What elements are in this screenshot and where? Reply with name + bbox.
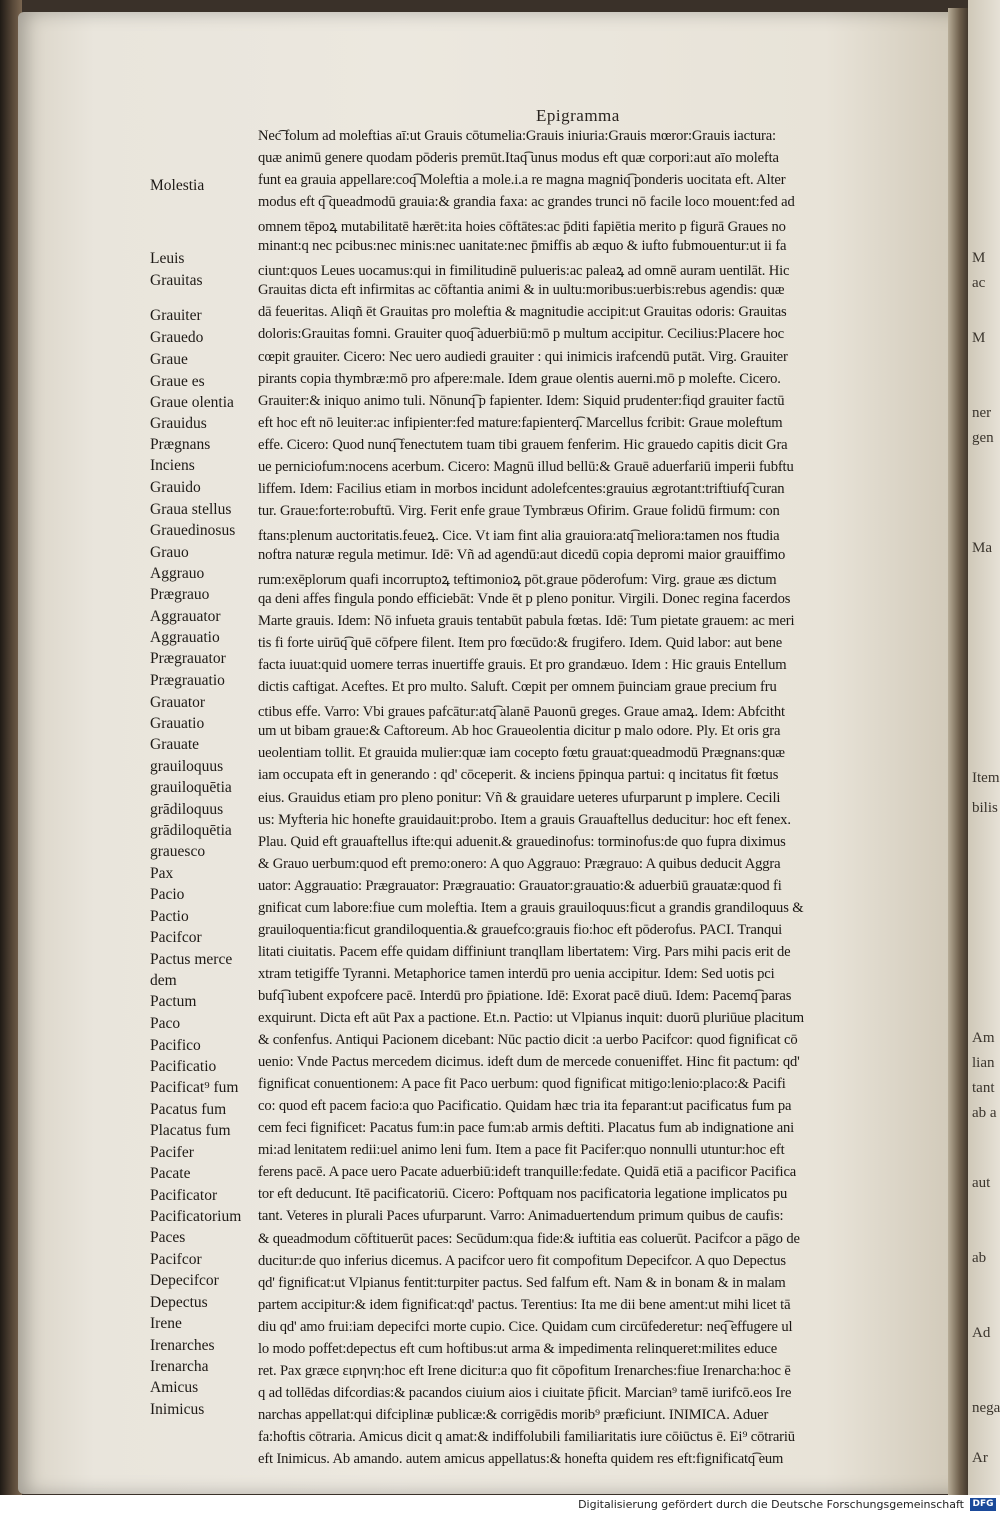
facing-page-fragment: gen <box>972 430 994 446</box>
facing-page-fragment: ac <box>972 275 986 291</box>
margin-note: Pacificatio <box>150 1058 217 1075</box>
margin-note: Inimicus <box>150 1401 205 1418</box>
text-line: noftra naturæ regula metimur. Idē: Vñ ad agendū:aut dicedū copia depromi maior grauiffimo <box>258 546 786 563</box>
text-line: xtram tetigiffe Tyranni. Metaphorice tamen interdū pro uenia accipitur. Idem: Sed uotis pci <box>258 965 775 982</box>
facing-page-fragment: ner <box>972 405 992 421</box>
funding-notice: Digitalisierung gefördert durch die Deutsche Forschungsgemeinschaft <box>578 1498 964 1511</box>
text-line: um ut bibam graue:& Caftoreum. Ab hoc Graueolentia dicitur p malo odore. Ply. Et oris gra <box>258 723 781 740</box>
margin-note: Pax <box>150 865 174 882</box>
margin-note: Inciens <box>150 457 195 474</box>
margin-note: Pacio <box>150 886 185 903</box>
facing-page-edge <box>968 0 1000 1495</box>
text-line: tor eft deducunt. Itē pacificatoriū. Cicero: Poftquam nos pacificatoria legatione implicatos pu <box>258 1186 788 1203</box>
text-line: tant. Veteres in plurali Paces ufurparunt. Varro: Animaduertendum primum quibus de caufis: <box>258 1208 784 1225</box>
facing-page-fragment: Item <box>972 770 1000 786</box>
text-line: fignificat conuentionem: A pace fit Paco uerbum: quod fignificat mitigo:lenio:placo:& Pacifi <box>258 1076 786 1093</box>
text-line: eius. Grauidus etiam pro pleno ponitur: Vñ & grauidare ueteres ufurparunt p implere. Cecili <box>258 789 781 806</box>
text-line: cœpit grauiter. Cicero: Nec uero audiedi grauiter : qui inimicis irafcendū putāt. Virg. Grauiter <box>258 348 788 365</box>
text-line: quæ animū genere quodam pōderis premūt.Itaq͡ unus modus eft quæ corpori:aut aīo molefta <box>258 150 779 167</box>
text-line: litati ciuitatis. Pacem effe quidam diffiniunt tranqllam libertatem: Virg. Pars mihi pacis erit de <box>258 943 791 960</box>
margin-note: Pactio <box>150 908 189 925</box>
text-line: lo modo poffet:depectus eft cum hoftibus:ut arma & impedimenta relinqueret:milites educe <box>258 1340 778 1357</box>
margin-note: grādiloquētia <box>150 822 232 839</box>
margin-note: Irenarcha <box>150 1358 209 1375</box>
margin-note: grādiloquus <box>150 801 224 818</box>
text-line: mi:ad lenitatem redii:uel animo leni fum. Item a pace fit Pacifer:quo nonnulli utuntur:hoc eft <box>258 1142 785 1159</box>
text-line: Plau. Quid eft grauaftellus ifte:qui aduenit.& grauedinofus: torminofus:de quo fupra diximus <box>258 833 786 850</box>
margin-note: Pacifer <box>150 1144 194 1161</box>
text-line: Grauiter:& iniquo animo tuli. Nōnunq͡ p fapienter. Idem: Siquid prudenter:fiqd grauiter factū <box>258 392 785 409</box>
margin-note: Grauate <box>150 736 200 753</box>
margin-note: Irenarches <box>150 1337 215 1354</box>
margin-note: grauesco <box>150 843 206 860</box>
text-line: ferens pacē. A pace uero Pacate aduerbiū:ideft tranquille:fedate. Quidā etiā a pacificor Pacifica <box>258 1164 797 1181</box>
text-line: omnem tēpoꝝ mutabilitatē hærēt:ita hoies cōftātes:ac p̄diti fapiētia merito p figurā Graues no <box>258 219 786 236</box>
text-line: exquirunt. Dicta eft aūt Pax a pactione. Et.n. Pactio: ut Vlpianus inquit: duorū pluriūue placitum <box>258 1010 804 1026</box>
footer-bar <box>0 1495 1000 1515</box>
facing-page-fragment: Am <box>972 1030 995 1046</box>
facing-page-fragment: lian <box>972 1055 995 1071</box>
facing-page-fragment: tant <box>972 1080 995 1096</box>
margin-note: Pacifico <box>150 1037 201 1054</box>
text-line: facta iuuat:quid uomere terras inuertiffe grauis. Et pro grandæuo. Idem : Hic grauis Entellum <box>258 657 787 674</box>
facing-page-fragment: nega <box>972 1400 1000 1416</box>
margin-note: Paco <box>150 1015 181 1032</box>
margin-note: dem <box>150 972 177 989</box>
text-line: co: quod eft pacem facio:a quo Pacificatio. Quidam hæc tria ita feparant:ut pacificatus fum pa <box>258 1098 792 1115</box>
margin-note: Placatus fum <box>150 1122 231 1139</box>
text-line: ctibus effe. Varro: Vbi graues pafcātur:atq͡ alanē Pauonū greges. Graue amaꝝ. Idem: Abfcitht <box>258 704 785 721</box>
margin-note: Graue olentia <box>150 394 234 411</box>
text-line: Grauitas dicta eft infirmitas ac cōftantia animi & in uultu:moribus:uerbis:rebus agendis: quæ <box>258 282 785 299</box>
text-line: q ad tollēdas difcordias:& pacandos ciuium aios i ciuitate p̄ficit. Marcian⁹ tamē iurifcō.eos Ire <box>258 1384 792 1401</box>
margin-note: Grauo <box>150 544 189 561</box>
margin-note: Grauatio <box>150 715 205 732</box>
text-line: ducitur:de quo inferius dicemus. A pacifcor uero fit compofitum Depecifcor. A quo Depectus <box>258 1252 786 1269</box>
text-line: gnificat cum labore:fiue cum moleftia. Item a grauis grauiloquus:ficut a grandis grandiloquus & <box>258 899 804 916</box>
margin-note: grauiloquētia <box>150 779 232 796</box>
margin-note: Leuis <box>150 250 185 267</box>
margin-note: Prægrauo <box>150 586 210 603</box>
margin-note: Pacifcor <box>150 1251 202 1268</box>
dfg-logo-badge: DFG <box>970 1498 996 1511</box>
text-line: tur. Graue:forte:robuftū. Virg. Ferit enfe graue Tymbræus Ofirim. Graue folidū firmum: con <box>258 502 780 519</box>
margin-note: Pacificatorium <box>150 1208 242 1225</box>
margin-note: Aggrauator <box>150 608 221 625</box>
margin-note: Grauitas <box>150 272 203 289</box>
margin-note: Pacatus fum <box>150 1101 227 1118</box>
running-head: Epigramma <box>536 106 620 125</box>
margin-note: Molestia <box>150 177 205 194</box>
margin-note: Grauido <box>150 479 201 496</box>
margin-note: Grauedo <box>150 329 204 346</box>
text-line: Marte grauis. Idem: Nō infueta grauis tentabūt pabula fœtas. Idē: Tum pietate grauem: ac meri <box>258 613 795 630</box>
text-line: iam occupata eft in generando : qd' cōceperit. & inciens p̄pinqua partui: q incitatus fit fœtus <box>258 767 779 784</box>
margin-note: Pacificat⁹ fum <box>150 1079 239 1096</box>
text-line: eft hoc eft nō leuiter:ac infipienter:fed mature:fapienterq͡. Marcellus fcribit: Graue moleftum <box>258 414 783 431</box>
text-line: dictis caftigat. Aceftes. Et pro multo. Saluft. Cœpit per omnem p̄uinciam graue precium fru <box>258 679 777 696</box>
text-line: uator: Aggrauatio: Prægrauator: Prægrauatio: Grauator:grauatio:& aduerbiū grauatæ:quod fi <box>258 877 782 894</box>
facing-page-fragment: aut <box>972 1175 991 1191</box>
text-line: ueolentiam tollit. Et grauida mulier:quæ iam cocepto fœtu grauat:queadmodū Prægnans:quæ <box>258 745 785 762</box>
text-line: rum:exēplorum quafi incorruptoꝝ teftimonioꝝ pōt.graue pōderofum: Virg. graue æs dictum <box>258 572 777 588</box>
margin-note: Pacificator <box>150 1187 218 1204</box>
text-line: qd' fignificat:ut Vlpianus fentit:turpiter pactus. Sed falfum eft. Nam & in bonam & in malam <box>258 1274 786 1291</box>
margin-note: Prægnans <box>150 436 211 453</box>
text-line: & queadmodum cōftituerūt paces: Secūdum:qua fide:& iuftitia eas coluerūt. Pacifcor a pāgo de <box>258 1230 800 1247</box>
margin-note: Prægrauatio <box>150 672 225 689</box>
text-line: funt ea grauia appellare:coq͡ Moleftia a mole.i.a re magna magniq͡ ponderis uocitata eft. Alter <box>258 172 786 189</box>
text-line: tis fi forte uirūq͡ quē cōfpere filent. Item pro fœcūdo:& frugifero. Idem. Quid labor: aut bene <box>258 635 783 652</box>
facing-page-fragment: Ma <box>972 540 992 556</box>
facing-page-fragment: M <box>972 330 986 346</box>
text-line: & confenfus. Antiqui Pacionem dicebant: Nūc pactio dicit :a uerbo Pacifcor: quod fignificat cō <box>258 1032 798 1049</box>
text-line: bufq͡ iubent expofcere pacē. Interdū pro p̄piatione. Idē: Exorat pacē diuū. Idem: Pacemq͡ paras <box>258 987 792 1004</box>
text-line: ciunt:quos Leues uocamus:qui in fimilitudinē pulueris:ac paleaꝝ ad omnē auram uentilāt. Hic <box>258 263 790 280</box>
text-line: ue perniciofum:nocens acerbum. Cicero: Magnū illud bellū:& Grauē aduerfariū imperii fubftu <box>258 458 794 475</box>
facing-page-fragment: Ar <box>972 1450 988 1466</box>
margin-note: Irene <box>150 1315 182 1332</box>
margin-note: Aggrauatio <box>150 629 220 646</box>
text-line: ftans:plenum auctoritatis.feueꝝ. Cice. Vt iam fint alia grauiora:atq͡ meliora:tamen nos ftudia <box>258 527 780 544</box>
margin-note: Pactum <box>150 993 197 1010</box>
margin-note: Grauiter <box>150 307 202 324</box>
margin-note: Depectus <box>150 1294 208 1311</box>
text-line: uenio: Vnde Pactus mercedem dicimus. ideft dum de mercede conueniffet. Hinc fit pactum: qd' <box>258 1054 800 1071</box>
margin-note: Graue <box>150 351 188 368</box>
facing-page-fragment: M <box>972 250 986 266</box>
text-line: diu qd' amo frui:iam depecifci morte cupio. Cice. Quidam cum circūfederetur: neq͡ effugere ul <box>258 1318 793 1335</box>
margin-note: Paces <box>150 1229 186 1246</box>
facing-page-fragment: Ad <box>972 1325 991 1341</box>
text-line: doloris:Grauitas fomni. Grauiter quoq͡ aduerbiū:mō p multum accipitur. Cecilius:Placere hoc <box>258 326 784 343</box>
margin-note: Pactus merce <box>150 951 233 968</box>
margin-note: Pacifcor <box>150 929 202 946</box>
text-line: minant:q nec pcibus:nec minis:nec uanitate:nec p̄miffis ab æquo & iufto fubmouentur:ut ii fa <box>258 238 787 255</box>
margin-note: Amicus <box>150 1379 199 1396</box>
text-line: narchas appellat:qui difciplinæ publicæ:& corrigēdis morib⁹ præficiunt. INIMICA. Aduer <box>258 1406 769 1423</box>
margin-note: Graua stellus <box>150 501 232 518</box>
margin-note: Depecifcor <box>150 1272 219 1289</box>
book-gutter <box>948 8 970 1498</box>
facing-page-fragment: ab a <box>972 1105 997 1121</box>
text-line: & Grauo uerbum:quod eft premo:onero: A quo Aggrauo: Prægrauo: A quibus deducit Aggra <box>258 855 781 872</box>
text-line: Nec͡ folum ad moleftias aī:ut Grauis cōtumelia:Grauis iniuria:Grauis mœror:Grauis iactura: <box>258 128 776 144</box>
margin-note: Grauator <box>150 694 206 711</box>
text-line: partem accipitur:& idem fignificat:qd' pactus. Terentius: Ita me dii bene ament:ut mihi licet tā <box>258 1296 791 1313</box>
margin-note: Aggrauo <box>150 565 205 582</box>
text-line: modus eft q͡ queadmodū grauia:& grandia faxa: ac grandes trunci nō facile loco mouent:fed ad <box>258 194 795 211</box>
text-line: us: Myfteria hic honefte grauidauit:probo. Item a grauis Grauaftellus deducitur: hoc eft fenex. <box>258 811 791 828</box>
text-line: ret. Pax græce ειρηνη:hoc eft Irene dicitur:a quo fit cōpofitum Irenarches:fiue Irenarcha:hoc ē <box>258 1362 791 1379</box>
facing-page-fragment: bilis <box>972 800 998 816</box>
text-line: effe. Cicero: Quod nunq͡ fenectutem tuam tibi grauem fenferim. Hic grauedo capitis dicit Gra <box>258 436 788 453</box>
text-line: fa:hoftis cōtraria. Amicus dicit q amat:& indiffolubili familiaritatis iure cōiūctus ē. Ei⁹ cōtrariū <box>258 1428 795 1445</box>
margin-note: Graue es <box>150 373 205 390</box>
margin-note: Grauidus <box>150 415 207 432</box>
margin-note: Grauedinosus <box>150 522 236 539</box>
text-line: dā feueritas. Aliqñ ēt Grauitas pro moleftia & magnitudie accipit:ut Grauitas odoris: Grauitas <box>258 304 787 321</box>
margin-note: Prægrauator <box>150 650 226 667</box>
text-line: eft Inimicus. Ab amando. autem amicus appellatus:& honefta quidem res eft:fignificatq͡ eum <box>258 1451 784 1467</box>
facing-page-fragment: ab <box>972 1250 987 1266</box>
text-line: qa deni affes fingula pondo efficiebāt: Vnde ēt p pleno ponitur. Virgili. Donec regina facerdos <box>258 591 791 608</box>
text-line: pirants copia thymbræ:mō pro afpere:male. Idem graue olentis auerni.mō p molefte. Cicero. <box>258 370 781 387</box>
text-line: grauiloquentia:ficut grandiloquentia.& grauefco:grauis fio:hoc eft pōderofus. PACI. Tranqui <box>258 921 783 938</box>
margin-note: grauiloquus <box>150 758 224 775</box>
text-line: liffem. Idem: Facilius etiam in morbos incidunt adolefcentes:grauius ægrotant:triftiufq͡ curan <box>258 480 785 497</box>
text-line: cem feci fignificet: Pacatus fum:in pace fum:ab armis deftiti. Placatus fum ab indignatione ani <box>258 1120 795 1137</box>
margin-note: Pacate <box>150 1165 191 1182</box>
